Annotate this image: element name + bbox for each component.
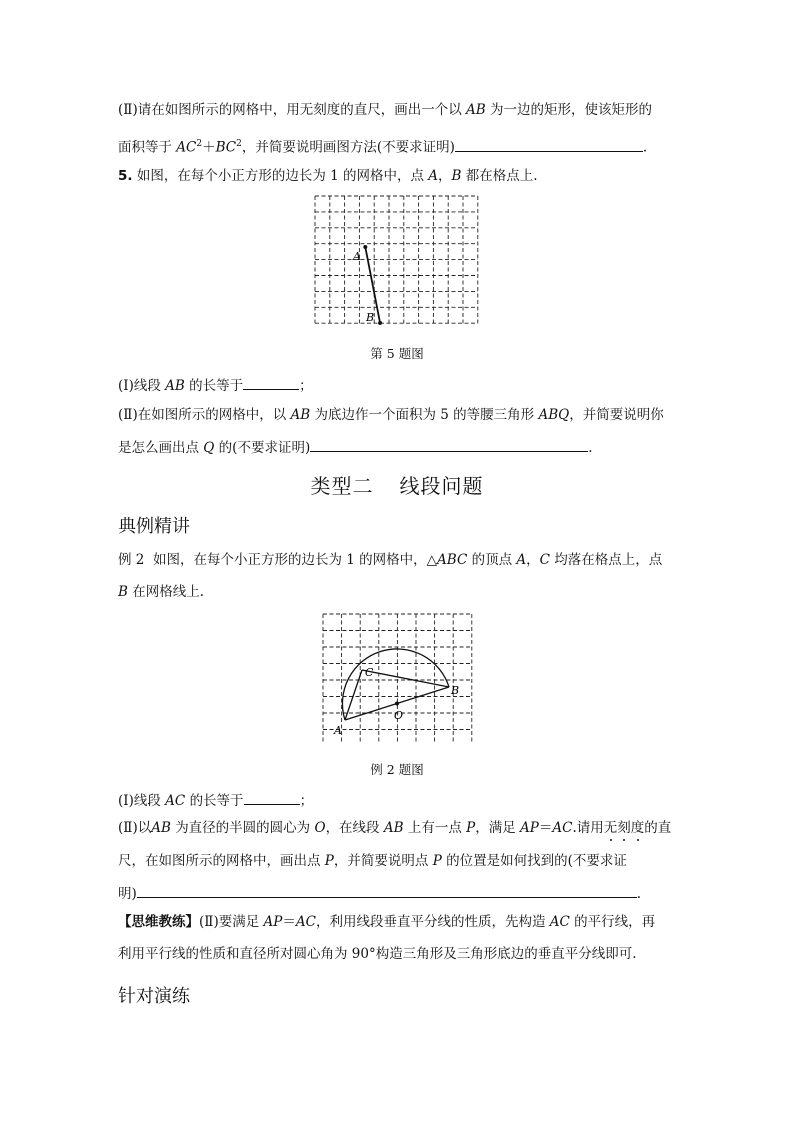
ex2-part2-text-e: ，满足 bbox=[475, 820, 516, 836]
ex2-line2-text-b: ，并简要说明点 bbox=[333, 853, 429, 869]
q5-abq: ABQ bbox=[538, 407, 570, 423]
q5-a: A bbox=[428, 168, 439, 184]
subhead-targeted-practice: 针对演练 bbox=[118, 986, 190, 1007]
ex2-o: O bbox=[314, 820, 326, 836]
ex2-part2-text-f: .请用 bbox=[572, 820, 604, 836]
q4-line2-text-a: 面积等于 bbox=[118, 139, 172, 156]
q5-part1-text-b: 的长等于 bbox=[189, 378, 244, 394]
section-title bbox=[0, 470, 794, 499]
ex2-c: C bbox=[539, 552, 550, 568]
ex2-semicolon: ； bbox=[299, 793, 314, 809]
ex2-line2-text-a: 尺，在如图所示的网格中，画出点 bbox=[118, 853, 321, 869]
q5-comma: ， bbox=[438, 168, 452, 184]
tip-text-1: (Ⅱ)要满足 bbox=[199, 914, 260, 930]
ex2-a: A bbox=[516, 552, 527, 568]
ex2-point-o bbox=[395, 702, 399, 706]
q4-sup-b: 2 bbox=[236, 139, 242, 149]
q5-grid-figure bbox=[300, 190, 500, 332]
q5-part1-text-a: (Ⅰ)线段 bbox=[118, 378, 161, 394]
ex2-part2-text-b: 为直径的半圆的圆心为 bbox=[175, 820, 311, 836]
ex2-label: 例 2 bbox=[118, 552, 145, 568]
ex2-part1-text-b: 的长等于 bbox=[189, 793, 244, 809]
ex2-emph-1: 无 bbox=[603, 820, 618, 836]
ex2-grid-figure bbox=[318, 608, 476, 744]
ex2-label-c: C bbox=[365, 666, 374, 679]
q4-period: . bbox=[642, 139, 648, 156]
ex2-part2-text-h: 的直 bbox=[644, 820, 672, 836]
ex2-emph-2: 刻 bbox=[617, 820, 631, 836]
q5-number: 5. bbox=[118, 168, 133, 184]
q5-stem-text-a: 如图，在每个小正方形的边长为 1 的网格中，点 bbox=[136, 168, 424, 184]
q4-ac: AC bbox=[176, 139, 197, 156]
ex2-caption: 例 2 题图 bbox=[370, 762, 424, 777]
q5-point-b bbox=[378, 321, 382, 325]
ex2-p-3: P bbox=[432, 853, 442, 869]
ex2-part2-line3 bbox=[118, 883, 641, 904]
section-type-label: 类型二 bbox=[310, 474, 374, 498]
tip-ap: AP bbox=[263, 914, 283, 930]
ex2-emph-3: 度 bbox=[630, 820, 645, 836]
q5-grid bbox=[315, 196, 478, 323]
q5-part2-ab: AB bbox=[290, 407, 311, 423]
ex2-ap: AP bbox=[520, 820, 539, 836]
q5-part2-line1 bbox=[118, 405, 664, 425]
q5-semicolon: ； bbox=[299, 378, 313, 394]
q5-part2-answer-blank[interactable] bbox=[310, 437, 588, 452]
q4-sup-a: 2 bbox=[196, 139, 203, 149]
ex2-comma: ， bbox=[526, 552, 540, 568]
ex2-p-2: P bbox=[324, 853, 334, 869]
ex2-stem-text-c: 均落在格点上，点 bbox=[554, 552, 663, 568]
q5-period: . bbox=[588, 440, 593, 456]
q5-part2-text-b: 为底边作一个面积为 5 的等腰三角形 bbox=[314, 407, 535, 423]
ex2-b: B bbox=[118, 584, 128, 600]
q5-line3-text-a: 是怎么画出点 bbox=[118, 440, 199, 456]
q5-label-a: A bbox=[353, 250, 361, 263]
ex2-part2-line2 bbox=[118, 851, 627, 871]
q5-stem bbox=[118, 166, 538, 186]
q5-point-a bbox=[363, 245, 367, 249]
ex2-part1-answer-blank[interactable] bbox=[244, 790, 300, 805]
ex2-stem-line2 bbox=[118, 582, 204, 602]
ex2-stem-line1 bbox=[118, 550, 662, 570]
tip-line1 bbox=[118, 912, 655, 932]
tip-ac-2: AC bbox=[549, 914, 570, 930]
ex2-line3-text-a: 明) bbox=[118, 886, 137, 902]
ex2-label-a: A bbox=[334, 724, 342, 737]
q4-part2-line2 bbox=[118, 134, 647, 158]
ex2-part1-text-a: (Ⅰ)线段 bbox=[118, 793, 161, 809]
q5-line3-text-b: 的(不要求证明) bbox=[218, 440, 311, 456]
ex2-label-o: O bbox=[394, 709, 404, 722]
ex2-part1 bbox=[118, 790, 313, 811]
q5-part1-answer-blank[interactable] bbox=[243, 375, 299, 390]
ex2-label-b: B bbox=[451, 684, 460, 697]
q4-ab: AB bbox=[466, 102, 486, 118]
q5-part1 bbox=[118, 375, 313, 396]
subhead-typical-examples: 典例精讲 bbox=[118, 516, 190, 537]
q4-answer-blank[interactable] bbox=[455, 137, 643, 152]
ex2-part2-answer-blank[interactable] bbox=[137, 883, 637, 898]
ex2-part2-line1 bbox=[118, 818, 671, 838]
tip-text-2: ，利用线段垂直平分线的性质，先构造 bbox=[315, 914, 546, 930]
tip-line2: 利用平行线的性质和直径所对圆心角为 90°构造三角形及三角形底边的垂直平分线即可. bbox=[118, 946, 637, 962]
tip-label: 【思维教练】 bbox=[118, 914, 199, 930]
ex2-part2-ab-1: AB bbox=[151, 820, 171, 836]
ex2-part2-text-c: ，在线段 bbox=[325, 820, 380, 836]
ex2-stem-text-a: 如图，在每个小正方形的边长为 1 的网格中，△ bbox=[152, 552, 438, 568]
ex2-abc: ABC bbox=[437, 552, 468, 568]
q5-q: Q bbox=[203, 440, 215, 456]
ex2-grid bbox=[323, 614, 472, 744]
q4-part2-text-b: 为一边的矩形，使该矩形的 bbox=[489, 102, 652, 118]
ex2-part2-text-a: (Ⅱ)以 bbox=[118, 820, 152, 836]
q5-stem-text-b: 都在格点上. bbox=[465, 168, 538, 184]
ex2-stem-text-d: 在网格线上. bbox=[132, 584, 205, 600]
tip-eq: ＝ bbox=[282, 914, 296, 930]
tip-text-3: 的平行线，再 bbox=[574, 914, 656, 930]
q5-part2-text-a: (Ⅱ)在如图所示的网格中，以 bbox=[118, 407, 287, 423]
ex2-segment-cb bbox=[362, 670, 449, 687]
q5-part2-line2 bbox=[118, 437, 593, 458]
ex2-eq: ＝ bbox=[538, 820, 553, 836]
q4-part2-line1 bbox=[118, 100, 652, 120]
q5-part1-ab: AB bbox=[165, 378, 185, 394]
q4-bc: BC bbox=[215, 139, 237, 156]
ex2-period: . bbox=[636, 886, 642, 902]
ex2-line2-text-c: 的位置是如何找到的(不要求证 bbox=[446, 853, 627, 869]
ex2-p-1: P bbox=[466, 820, 476, 836]
ex2-part1-ac: AC bbox=[165, 793, 186, 809]
ex2-part2-ac: AC bbox=[552, 820, 573, 836]
q5-part2-text-c: ，并简要说明你 bbox=[569, 407, 664, 423]
tip-ac-1: AC bbox=[295, 914, 316, 930]
q5-caption: 第 5 题图 bbox=[370, 346, 424, 361]
q5-label-b: B bbox=[366, 311, 375, 324]
ex2-part2-text-d: 上有一点 bbox=[407, 820, 462, 836]
q4-part2-text-a: (Ⅱ)请在如图所示的网格中，用无刻度的直尺，画出一个以 bbox=[118, 102, 462, 118]
ex2-part2-ab-2: AB bbox=[383, 820, 404, 836]
q5-b: B bbox=[451, 168, 462, 184]
ex2-segment-ac bbox=[345, 670, 362, 720]
section-title-text: 线段问题 bbox=[399, 474, 484, 498]
q4-plus: ＋ bbox=[202, 139, 216, 156]
ex2-stem-text-b: 的顶点 bbox=[471, 552, 513, 568]
q4-line2-text-b: ，并简要说明画图方法(不要求证明) bbox=[241, 139, 455, 156]
